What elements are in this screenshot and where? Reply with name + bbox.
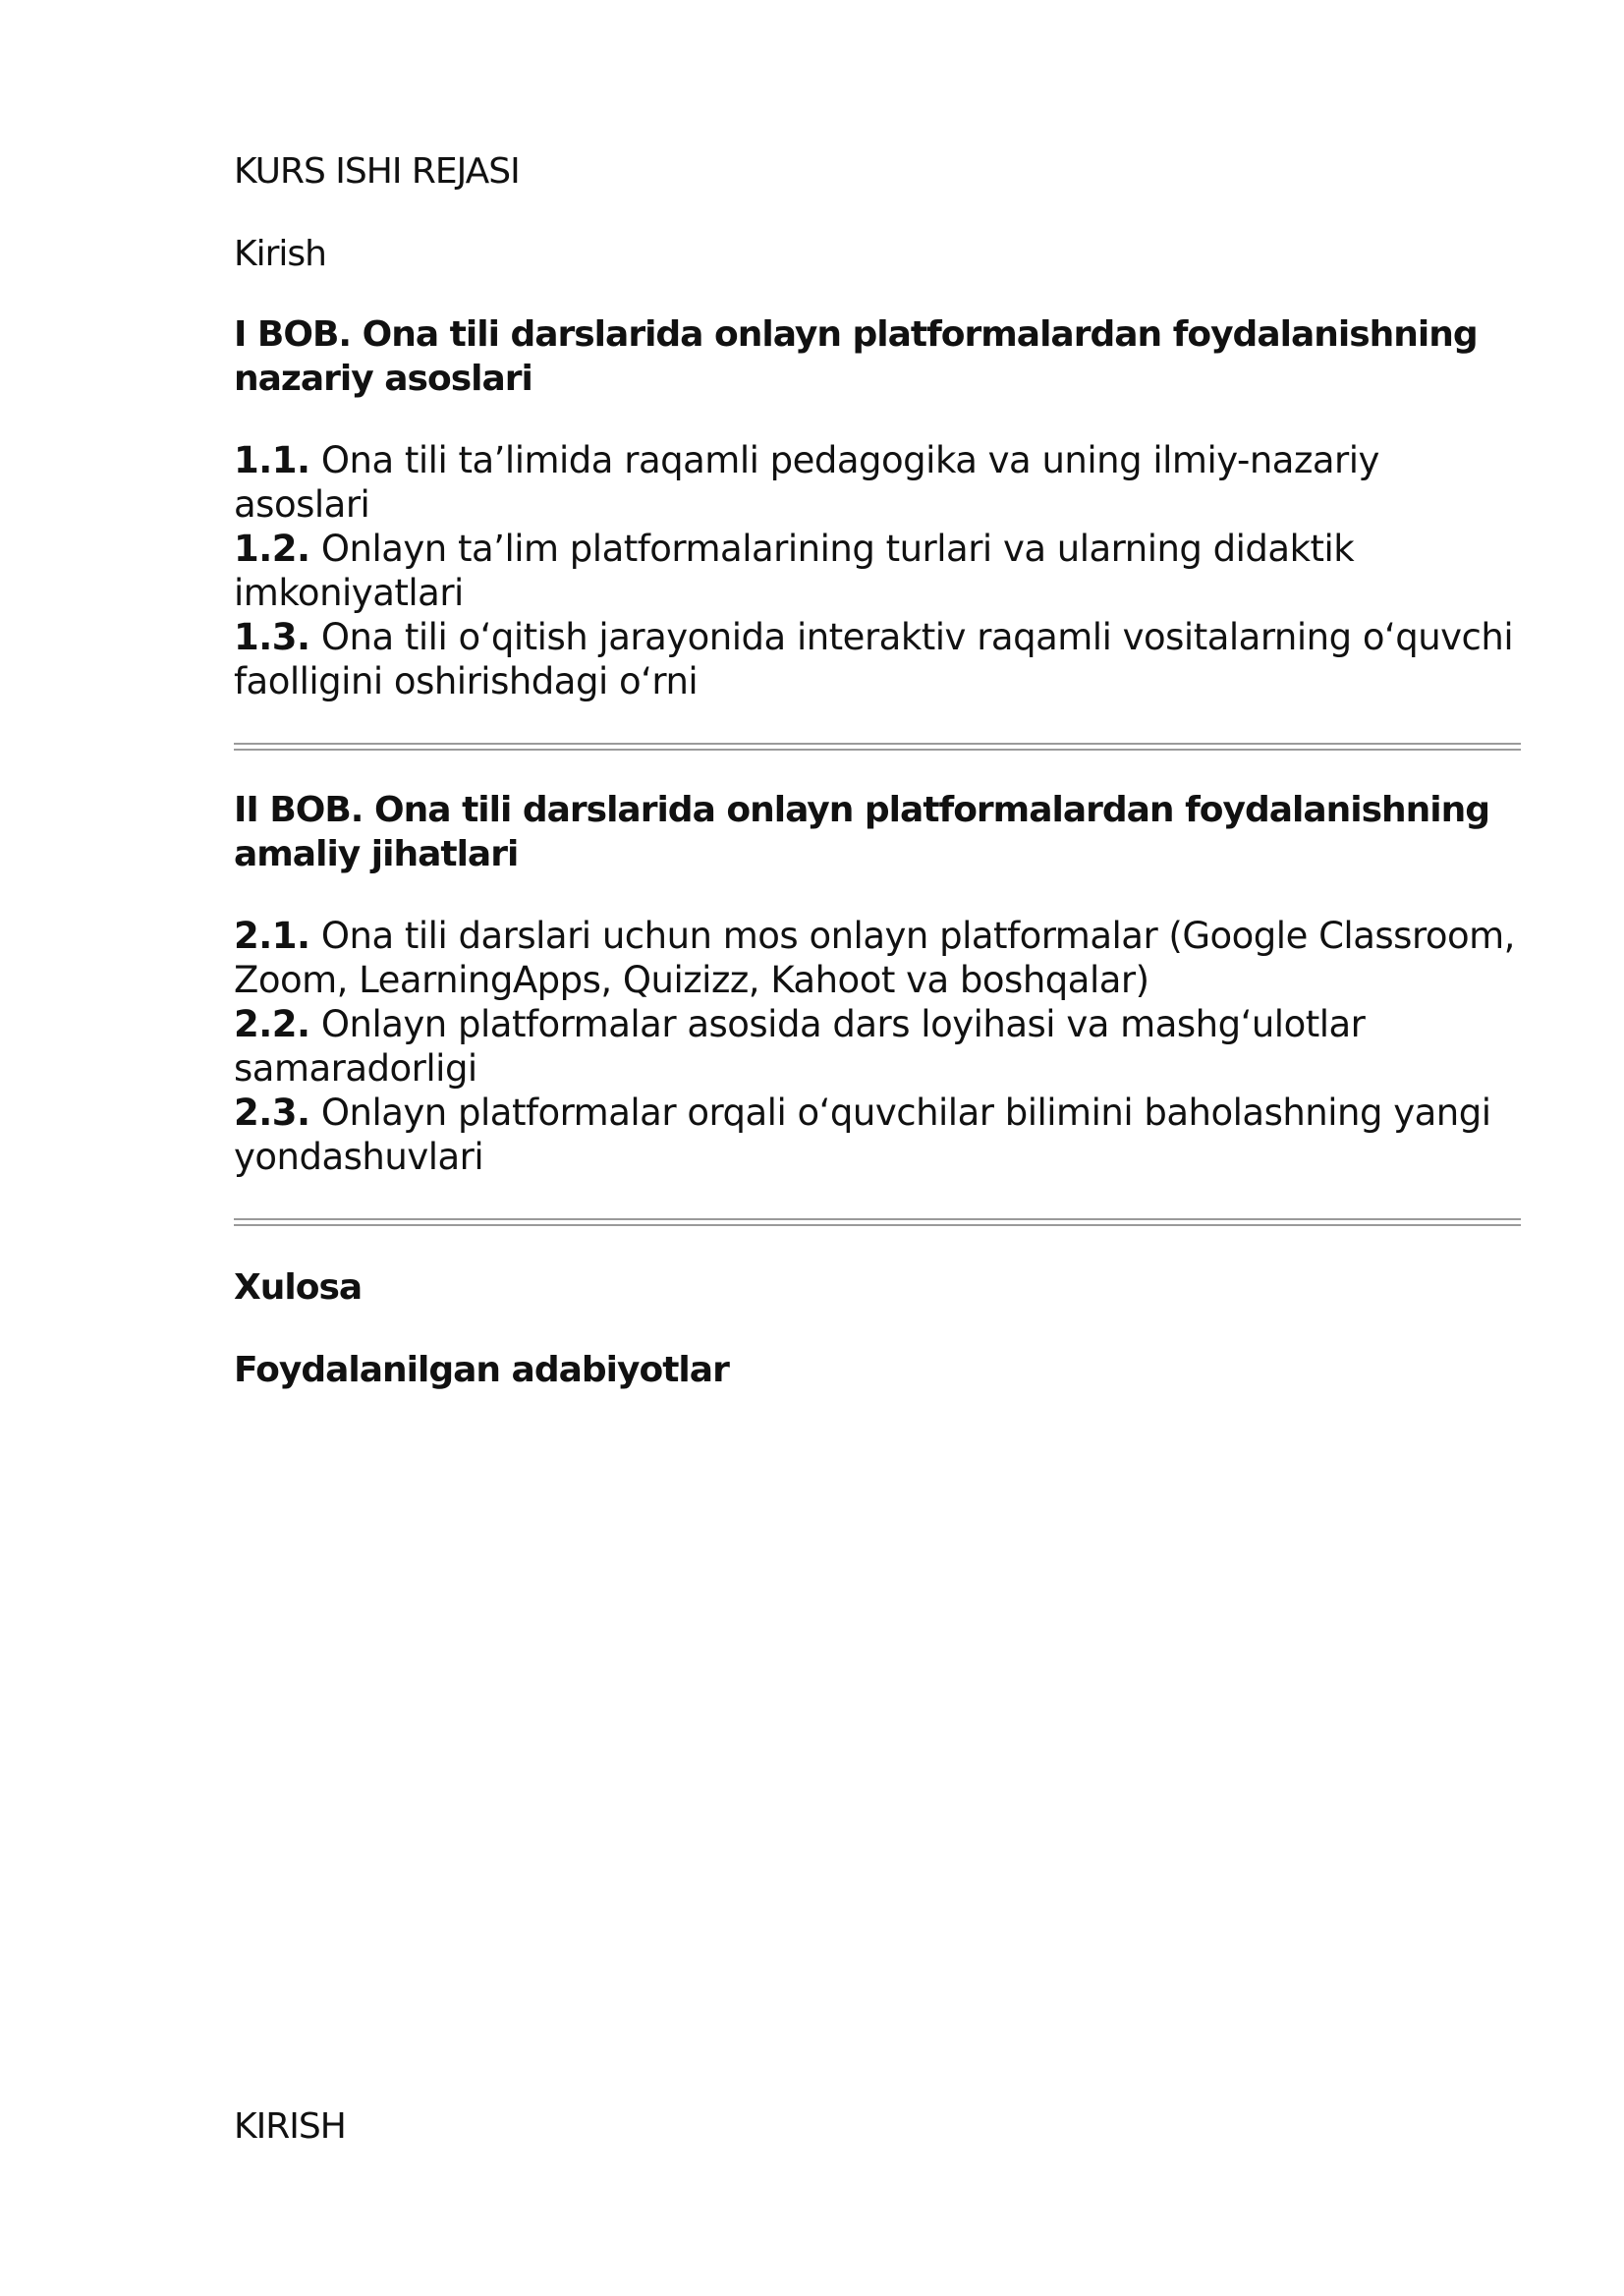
section-heading-kirish: KIRISH bbox=[234, 2106, 346, 2147]
section-1-1 bbox=[234, 438, 1521, 527]
plan-item-conclusion: Xulosa bbox=[234, 1267, 363, 1308]
course-plan bbox=[234, 147, 1521, 1395]
section-title: Onlayn ta’lim platformalarining turlari va ularning didaktik imkoniyatlari bbox=[234, 528, 1355, 614]
section-number: 2.1. bbox=[234, 915, 310, 957]
section-number: 2.3. bbox=[234, 1092, 310, 1134]
section-2-2 bbox=[234, 1002, 1521, 1091]
section-1-2 bbox=[234, 527, 1521, 615]
section-2-3 bbox=[234, 1091, 1521, 1179]
plan-title: KURS ISHI REJASI bbox=[234, 151, 520, 192]
chapter-1-sections bbox=[234, 438, 1521, 703]
chapter-1-heading: I BOB. Ona tili darslarida onlayn platformalardan foydalanishning nazariy asoslari bbox=[234, 314, 1478, 399]
plan-item-references: Foydalanilgan adabiyotlar bbox=[234, 1350, 729, 1390]
section-number: 1.3. bbox=[234, 616, 310, 658]
section-number: 1.2. bbox=[234, 528, 310, 570]
chapter-2-sections bbox=[234, 914, 1521, 1179]
divider bbox=[234, 743, 1521, 751]
section-title: Ona tili ta’limida raqamli pedagogika va uning ilmiy-nazariy asoslari bbox=[234, 439, 1379, 526]
section-2-1 bbox=[234, 914, 1521, 1002]
chapter-2-heading: II BOB. Ona tili darslarida onlayn platformalardan foydalanishning amaliy jihatlari bbox=[234, 790, 1490, 874]
section-title: Ona tili o‘qitish jarayonida interaktiv raqamli vositalarning o‘quvchi faolligini oshirishdagi o‘rni bbox=[234, 616, 1514, 702]
plan-item-intro: Kirish bbox=[234, 234, 326, 274]
section-title: Onlayn platformalar orqali o‘quvchilar bilimini baholashning yangi yondashuvlari bbox=[234, 1092, 1491, 1178]
section-1-3 bbox=[234, 615, 1521, 703]
section-title: Onlayn platformalar asosida dars loyihasi va mashg‘ulotlar samaradorligi bbox=[234, 1003, 1366, 1090]
section-title: Ona tili darslari uchun mos onlayn platformalar (Google Classroom, Zoom, LearningApps, Quizizz, Kahoot va boshqalar) bbox=[234, 915, 1515, 1001]
section-number: 2.2. bbox=[234, 1003, 310, 1045]
section-number: 1.1. bbox=[234, 439, 310, 481]
divider bbox=[234, 1218, 1521, 1226]
